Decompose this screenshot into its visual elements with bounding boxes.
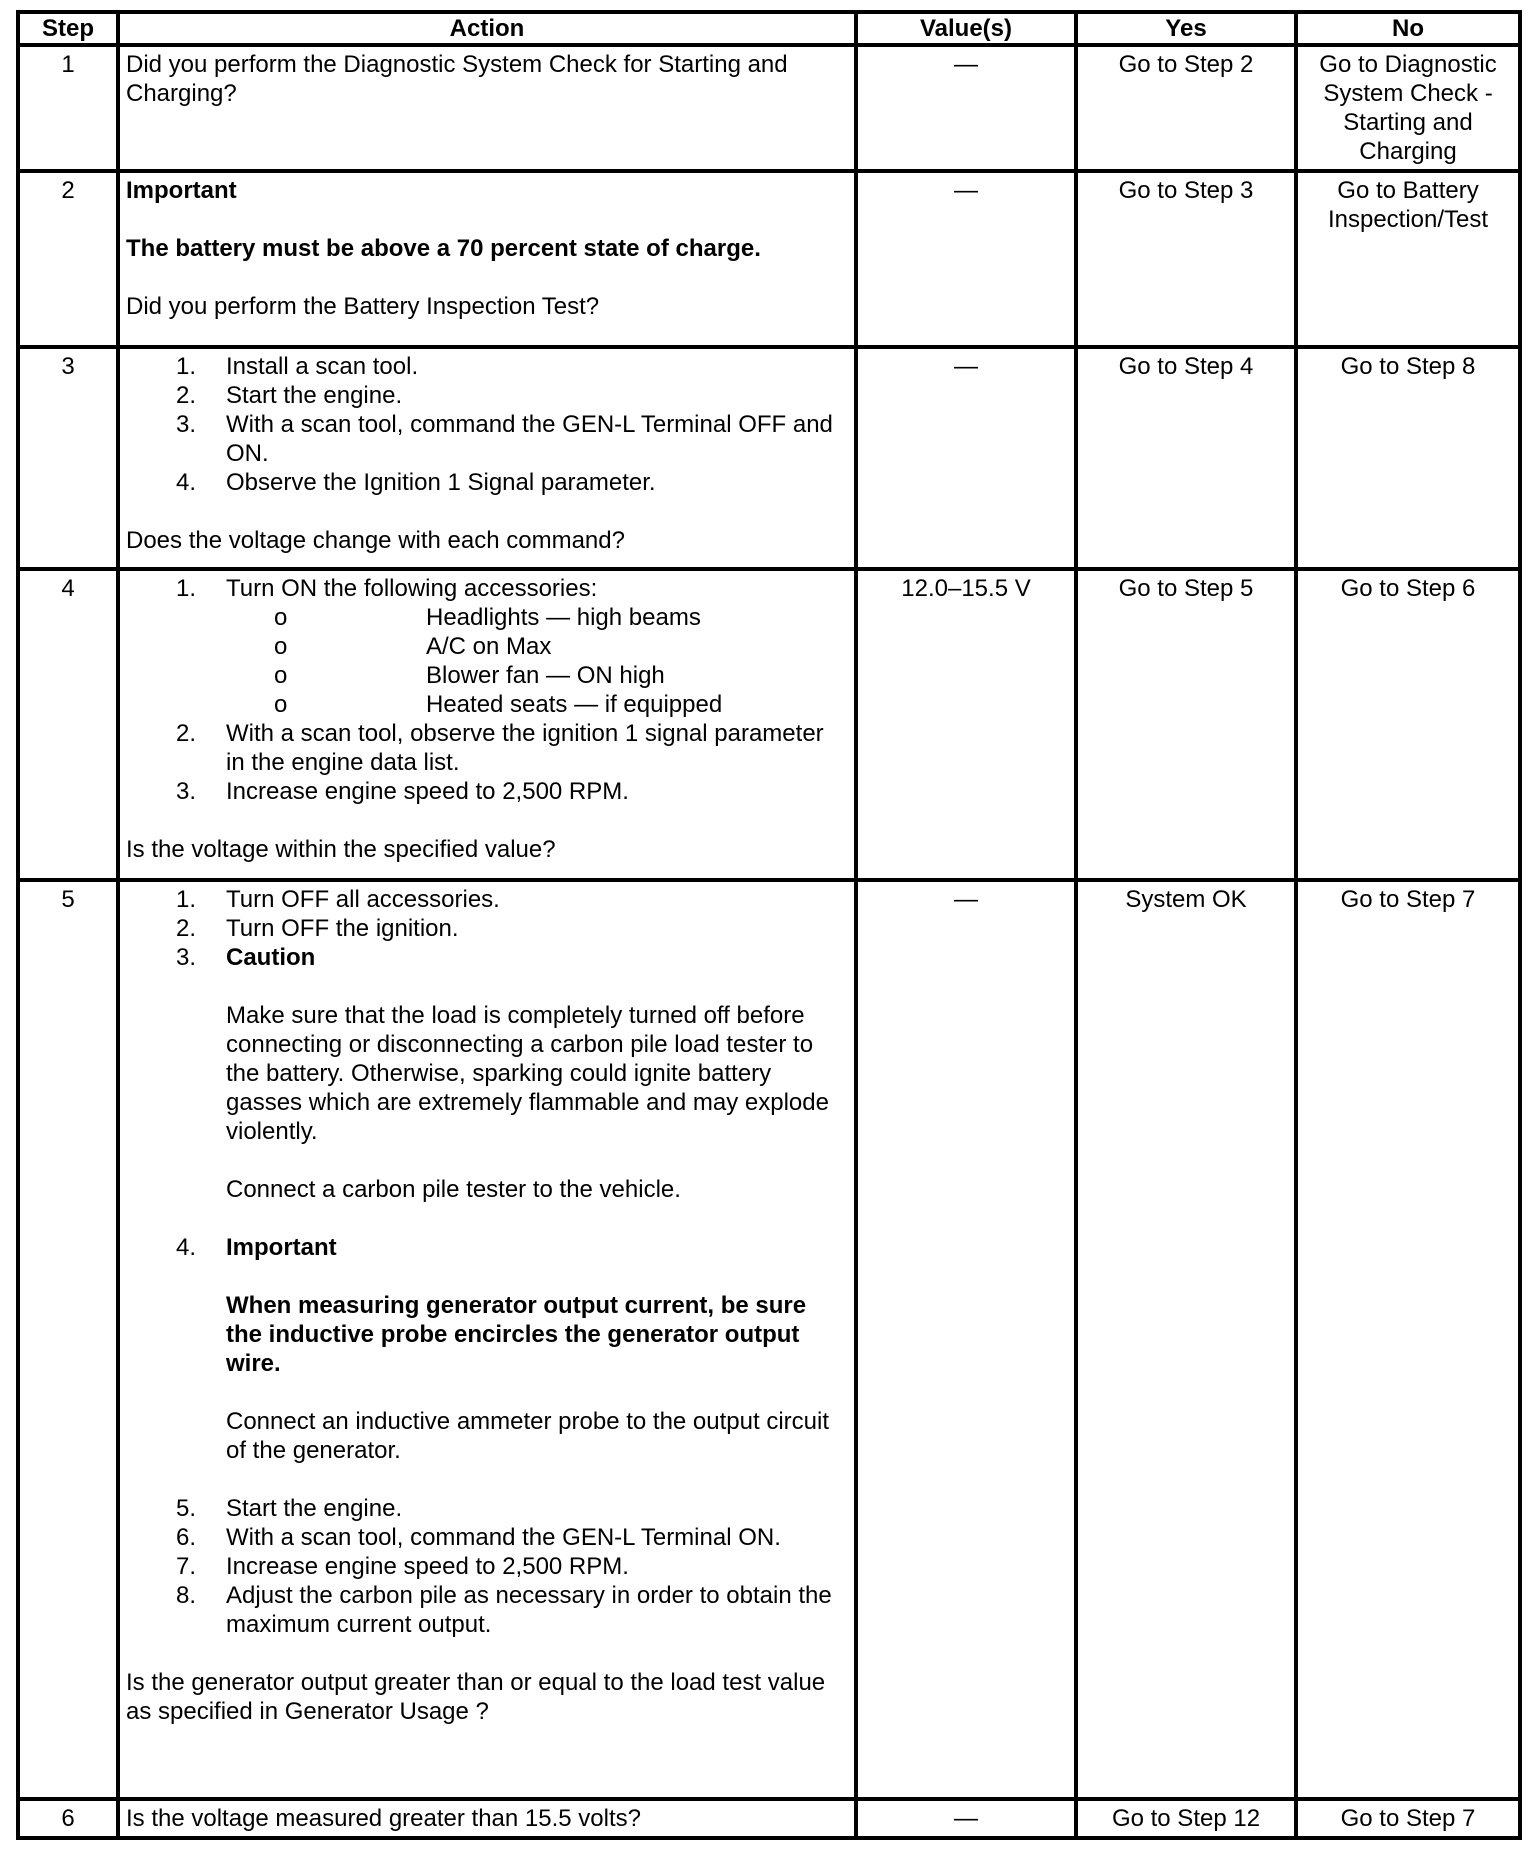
table-row	[18, 45, 1520, 171]
table-row	[18, 347, 1520, 569]
yes-link[interactable]: Go to Step 4	[1076, 347, 1296, 569]
list-item	[126, 1494, 848, 1523]
item-number: 6.	[176, 1524, 197, 1551]
no-link[interactable]: Go to Step 8	[1296, 347, 1520, 569]
action-cell	[118, 171, 856, 347]
action-cell	[118, 347, 856, 569]
important-text: When measuring generator output current, be sure the inductive probe encircles the generator output wire.	[226, 1292, 807, 1377]
question: Did you perform the Diagnostic System Check for Starting and Charging?	[126, 51, 788, 107]
action-cell	[118, 569, 856, 880]
sub-item-text: A/C on Max	[426, 633, 552, 660]
item-text: Increase engine speed to 2,500 RPM.	[226, 1553, 629, 1580]
question: Does the voltage change with each command?	[126, 527, 625, 554]
important-action: Connect an inductive ammeter probe to the output circuit of the generator.	[226, 1408, 829, 1464]
item-number: 2.	[176, 382, 197, 409]
value-cell: —	[856, 880, 1076, 1799]
item-text: Adjust the carbon pile as necessary in order to obtain the maximum current output.	[226, 1582, 832, 1638]
no-link[interactable]: Go to Step 7	[1296, 1799, 1520, 1838]
item-number: 1.	[176, 575, 197, 602]
item-number: 1.	[176, 353, 197, 380]
item-text: With a scan tool, command the GEN-L Terminal ON.	[226, 1524, 781, 1551]
step-number: 6	[18, 1799, 118, 1838]
question: Is the generator output greater than or equal to the load test value as specified in Generator Usage ?	[126, 1669, 826, 1725]
list-item	[126, 1581, 848, 1639]
list-item	[126, 719, 848, 777]
no-link[interactable]: Go to Diagnostic System Check - Starting and Charging	[1296, 45, 1520, 171]
item-number: 4.	[176, 469, 197, 496]
table-row	[18, 880, 1520, 1799]
item-number: 2.	[176, 720, 197, 747]
bullet-icon: o	[274, 691, 288, 718]
table-row	[18, 1799, 1520, 1838]
caution-heading: Caution	[226, 944, 316, 971]
important-note: The battery must be above a 70 percent state of charge.	[126, 235, 761, 262]
list-item	[126, 1233, 848, 1494]
list-item	[126, 943, 848, 1233]
value-cell: —	[856, 347, 1076, 569]
item-text: Turn ON the following accessories:	[226, 575, 598, 602]
step-number: 4	[18, 569, 118, 880]
sub-item-text: Blower fan — ON high	[426, 662, 665, 689]
header-yes: Yes	[1076, 12, 1296, 45]
value-cell: —	[856, 1799, 1076, 1838]
list-item	[126, 777, 848, 806]
bullet-icon: o	[274, 633, 288, 660]
list-item	[126, 468, 848, 497]
question: Did you perform the Battery Inspection Test?	[126, 293, 600, 320]
caution-action: Connect a carbon pile tester to the vehicle.	[226, 1176, 681, 1203]
item-text: With a scan tool, command the GEN-L Terminal OFF and ON.	[226, 411, 833, 467]
item-number: 8.	[176, 1582, 197, 1609]
table-row	[18, 569, 1520, 880]
no-link[interactable]: Go to Step 7	[1296, 880, 1520, 1799]
item-text: Observe the Ignition 1 Signal parameter.	[226, 469, 656, 496]
action-cell	[118, 1799, 856, 1838]
item-number: 1.	[176, 886, 197, 913]
step-number: 3	[18, 347, 118, 569]
step-number: 5	[18, 880, 118, 1799]
item-text: Start the engine.	[226, 382, 403, 409]
diagnostic-table	[16, 10, 1522, 1840]
list-item	[126, 381, 848, 410]
item-text: Increase engine speed to 2,500 RPM.	[226, 778, 629, 805]
important-heading: Important	[126, 177, 237, 204]
question: Is the voltage measured greater than 15.5 volts?	[126, 1805, 641, 1832]
action-cell	[118, 880, 856, 1799]
header-values: Value(s)	[856, 12, 1076, 45]
list-item	[126, 574, 848, 719]
bullet-icon: o	[274, 662, 288, 689]
sub-item	[126, 661, 848, 690]
item-text: With a scan tool, observe the ignition 1 signal parameter in the engine data list.	[226, 720, 824, 776]
no-link[interactable]: Go to Step 6	[1296, 569, 1520, 880]
value-cell: —	[856, 171, 1076, 347]
sub-item-text: Headlights — high beams	[426, 604, 701, 631]
list-item	[126, 1523, 848, 1552]
list-item	[126, 914, 848, 943]
step-list	[126, 352, 848, 497]
sub-item	[126, 632, 848, 661]
item-text: Turn OFF the ignition.	[226, 915, 459, 942]
question: Is the voltage within the specified value?	[126, 836, 556, 863]
yes-link[interactable]: Go to Step 5	[1076, 569, 1296, 880]
item-number: 2.	[176, 915, 197, 942]
header-action: Action	[118, 12, 856, 45]
sub-item	[126, 603, 848, 632]
no-link[interactable]: Go to Battery Inspection/Test	[1296, 171, 1520, 347]
value-cell: —	[856, 45, 1076, 171]
yes-link[interactable]: Go to Step 2	[1076, 45, 1296, 171]
sub-item	[126, 690, 848, 719]
item-text: Turn OFF all accessories.	[226, 886, 500, 913]
list-item	[126, 410, 848, 468]
table-row	[18, 171, 1520, 347]
bullet-icon: o	[274, 604, 288, 631]
item-number: 3.	[176, 944, 197, 971]
step-number: 2	[18, 171, 118, 347]
list-item	[126, 885, 848, 914]
list-item	[126, 1552, 848, 1581]
value-cell: 12.0–15.5 V	[856, 569, 1076, 880]
step-list	[126, 574, 848, 806]
caution-text: Make sure that the load is completely turned off before connecting or disconnecting a carbon pile load tester to the battery. Otherwise, sparking could ignite battery gasses which are extremely flammable and may explode violently.	[226, 1002, 829, 1145]
accessory-list	[226, 603, 848, 719]
header-no: No	[1296, 12, 1520, 45]
header-row	[18, 12, 1520, 45]
item-number: 7.	[176, 1553, 197, 1580]
header-step: Step	[18, 12, 118, 45]
item-text: Start the engine.	[226, 1495, 403, 1522]
yes-link[interactable]: Go to Step 3	[1076, 171, 1296, 347]
item-number: 3.	[176, 778, 197, 805]
yes-link[interactable]: System OK	[1076, 880, 1296, 1799]
yes-link[interactable]: Go to Step 12	[1076, 1799, 1296, 1838]
list-item	[126, 352, 848, 381]
item-number: 3.	[176, 411, 197, 438]
step-number: 1	[18, 45, 118, 171]
item-number: 5.	[176, 1495, 197, 1522]
sub-item-text: Heated seats — if equipped	[426, 691, 723, 718]
important-heading: Important	[226, 1234, 337, 1261]
action-cell	[118, 45, 856, 171]
step-list	[126, 885, 848, 1639]
item-text: Install a scan tool.	[226, 353, 419, 380]
item-number: 4.	[176, 1234, 197, 1261]
